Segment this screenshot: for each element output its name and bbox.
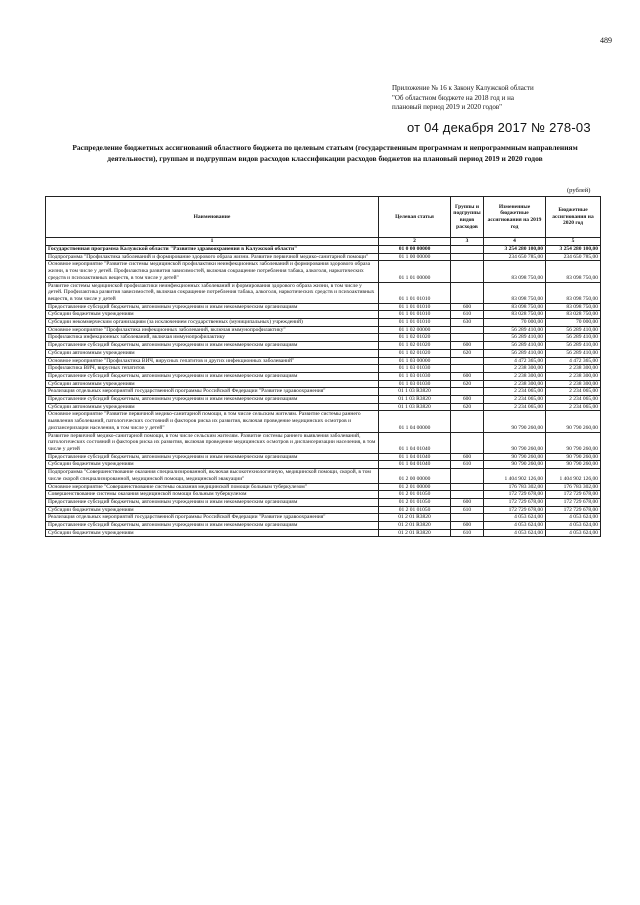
row-group — [451, 491, 484, 499]
row-name: Предоставление субсидий бюджетным, автономным учреждениям и иным некоммерческим организациям — [46, 342, 379, 350]
row-amount-2020: 83 098 750,00 — [546, 261, 601, 282]
row-code: 01 1 03 R3820 — [379, 388, 451, 396]
row-amount-2019: 56 289 410,00 — [484, 342, 546, 350]
table-body — [46, 246, 601, 537]
appendix-line: "Об областном бюджете на 2018 год и на — [392, 93, 514, 102]
row-name: Субсидии автономным учреждениям — [46, 403, 379, 411]
row-amount-2020: 70 000,00 — [546, 319, 601, 327]
header-2020: Бюджетные ассигнования на 2020 год — [546, 197, 601, 238]
row-group — [451, 469, 484, 483]
row-code: 01 1 04 01040 — [379, 453, 451, 461]
row-amount-2019: 2 234 065,00 — [484, 403, 546, 411]
row-code: 01 0 00 00000 — [379, 246, 451, 254]
table-row — [46, 311, 601, 319]
row-amount-2020: 90 790 260,00 — [546, 453, 601, 461]
table-row — [46, 403, 601, 411]
row-name: Предоставление субсидий бюджетным, автономным учреждениям и иным некоммерческим организациям — [46, 372, 379, 380]
index-cell: 2 — [379, 238, 451, 246]
row-group: 600 — [451, 453, 484, 461]
row-code: 01 1 02 01020 — [379, 349, 451, 357]
row-code: 01 1 03 01030 — [379, 365, 451, 373]
appendix-line: Приложение № 16 к Закону Калужской области — [392, 84, 534, 92]
appendix-line: плановый период 2019 и 2020 годов" — [392, 103, 503, 111]
appendix-header — [392, 84, 612, 113]
row-amount-2020: 56 289 410,00 — [546, 342, 601, 350]
row-group: 600 — [451, 396, 484, 404]
row-name: Предоставление субсидий бюджетным, автономным учреждениям и иным некоммерческим организациям — [46, 396, 379, 404]
table-row — [46, 498, 601, 506]
row-amount-2019: 1 404 902 126,00 — [484, 469, 546, 483]
row-amount-2019: 83 028 750,00 — [484, 311, 546, 319]
row-amount-2019: 4 053 624,00 — [484, 522, 546, 530]
row-code: 01 1 03 R3820 — [379, 396, 451, 404]
row-amount-2019: 56 289 410,00 — [484, 334, 546, 342]
row-amount-2019: 4 053 624,00 — [484, 514, 546, 522]
table-row — [46, 282, 601, 303]
row-amount-2019: 2 238 300,00 — [484, 365, 546, 373]
table-row — [46, 261, 601, 282]
row-name: Профилактика инфекционных заболеваний, включая иммунопрофилактику — [46, 334, 379, 342]
row-code: 01 1 04 01040 — [379, 432, 451, 453]
row-name: Профилактика ВИЧ, вирусных гепатитов — [46, 365, 379, 373]
row-group: 620 — [451, 403, 484, 411]
row-amount-2020: 2 234 065,00 — [546, 403, 601, 411]
row-group: 600 — [451, 342, 484, 350]
row-amount-2019: 172 729 678,00 — [484, 498, 546, 506]
row-name: Субсидии бюджетным учреждениям — [46, 506, 379, 514]
table-row — [46, 529, 601, 537]
row-code: 01 2 01 R3820 — [379, 529, 451, 537]
table-row — [46, 303, 601, 311]
row-name: Развитие первичной медико-санитарной помощи, в том числе сельским жителям. Развитие системы раннего выявления заболеваний, патологических состояний и факторов риска их развития, включая проведение медицинских осмотров и диспансеризации населения, в том числе у детей — [46, 432, 379, 453]
row-group — [451, 357, 484, 365]
row-amount-2020: 90 790 260,00 — [546, 432, 601, 453]
row-group: 620 — [451, 349, 484, 357]
row-amount-2020: 4 053 624,00 — [546, 529, 601, 537]
row-amount-2020: 90 790 260,00 — [546, 411, 601, 432]
row-amount-2020: 4 053 624,00 — [546, 514, 601, 522]
row-amount-2019: 90 790 260,00 — [484, 432, 546, 453]
row-name: Субсидии бюджетным учреждениям — [46, 311, 379, 319]
table-row — [46, 491, 601, 499]
row-name: Предоставление субсидий бюджетным, автономным учреждениям и иным некоммерческим организациям — [46, 522, 379, 530]
table-row — [46, 357, 601, 365]
table-row — [46, 522, 601, 530]
row-code: 01 2 00 00000 — [379, 469, 451, 483]
row-amount-2019: 2 234 065,00 — [484, 396, 546, 404]
row-amount-2019: 90 790 260,00 — [484, 461, 546, 469]
row-name: Основное мероприятие "Совершенствование системы оказания медицинской помощи больным туберкулезом" — [46, 483, 379, 491]
header-name: Наименование — [46, 197, 379, 238]
row-amount-2020: 234 650 785,00 — [546, 253, 601, 261]
row-amount-2019: 2 234 065,00 — [484, 388, 546, 396]
row-amount-2020: 4 472 365,00 — [546, 357, 601, 365]
table-row — [46, 334, 601, 342]
row-amount-2019: 83 098 750,00 — [484, 261, 546, 282]
row-name: Развитие системы медицинской профилактики неинфекционных заболеваний и формирования здорового образа жизни, в том числе у детей. Профилактика развития зависимостей, включая сокращение потребления табака, алкоголя, наркотических средств и психоактивных веществ, в том числе у детей — [46, 282, 379, 303]
row-amount-2019: 56 289 410,00 — [484, 326, 546, 334]
row-code: 01 1 01 01010 — [379, 311, 451, 319]
header-2019: Измененные бюджетные ассигнования на 2019 год — [484, 197, 546, 238]
row-amount-2019: 83 098 750,00 — [484, 303, 546, 311]
row-amount-2019: 176 783 302,00 — [484, 483, 546, 491]
row-name: Субсидии автономным учреждениям — [46, 349, 379, 357]
row-amount-2019: 2 238 300,00 — [484, 372, 546, 380]
row-amount-2019: 172 729 678,00 — [484, 506, 546, 514]
row-amount-2020: 2 234 065,00 — [546, 396, 601, 404]
row-group: 630 — [451, 319, 484, 327]
row-group: 620 — [451, 380, 484, 388]
row-amount-2019: 2 238 300,00 — [484, 380, 546, 388]
table-row — [46, 469, 601, 483]
row-name: Подпрограмма "Совершенствование оказания специализированной, включая высокотехнологичную, медицинской помощи, скорой, в том числе скорой специализированной, медицинской помощи, медицинской эвакуации" — [46, 469, 379, 483]
row-amount-2020: 83 098 750,00 — [546, 282, 601, 303]
row-amount-2020: 2 238 300,00 — [546, 380, 601, 388]
index-cell: 5 — [546, 238, 601, 246]
row-amount-2019: 56 289 410,00 — [484, 349, 546, 357]
table-row — [46, 396, 601, 404]
row-name: Предоставление субсидий бюджетным, автономным учреждениям и иным некоммерческим организациям — [46, 498, 379, 506]
header-group: Группы и подгруппы видов расходов — [451, 197, 484, 238]
row-code: 01 1 02 01020 — [379, 342, 451, 350]
row-group: 600 — [451, 303, 484, 311]
row-code: 01 2 01 00000 — [379, 483, 451, 491]
table-row — [46, 380, 601, 388]
index-cell: 1 — [46, 238, 379, 246]
row-amount-2020: 83 028 750,00 — [546, 311, 601, 319]
row-amount-2019: 3 254 280 100,00 — [484, 246, 546, 254]
row-amount-2019: 234 650 785,00 — [484, 253, 546, 261]
table-row — [46, 342, 601, 350]
row-amount-2019: 70 000,00 — [484, 319, 546, 327]
row-code: 01 1 01 01010 — [379, 303, 451, 311]
row-group — [451, 253, 484, 261]
row-code: 01 1 03 00000 — [379, 357, 451, 365]
table-row — [46, 483, 601, 491]
row-name: Подпрограмма "Профилактика заболеваний и формирование здорового образа жизни. Развитие первичной медико-санитарной помощи" — [46, 253, 379, 261]
row-amount-2019: 90 790 260,00 — [484, 453, 546, 461]
row-name: Реализация отдельных мероприятий государственной программы Российской Федерации "Развитие здравоохранения" — [46, 514, 379, 522]
row-amount-2019: 4 053 624,00 — [484, 529, 546, 537]
currency-unit: (рублей) — [567, 187, 591, 194]
table-row — [46, 506, 601, 514]
row-code: 01 2 01 01050 — [379, 491, 451, 499]
table-row — [46, 461, 601, 469]
row-group — [451, 282, 484, 303]
row-code: 01 2 01 R3820 — [379, 514, 451, 522]
table-row — [46, 319, 601, 327]
row-group — [451, 261, 484, 282]
row-code: 01 1 02 01020 — [379, 334, 451, 342]
row-group — [451, 388, 484, 396]
table-row — [46, 365, 601, 373]
row-code: 01 1 03 01030 — [379, 380, 451, 388]
row-amount-2019: 4 472 365,00 — [484, 357, 546, 365]
row-amount-2019: 83 098 750,00 — [484, 282, 546, 303]
table-row — [46, 246, 601, 254]
row-group: 600 — [451, 522, 484, 530]
table-row — [46, 349, 601, 357]
row-code: 01 1 00 00000 — [379, 253, 451, 261]
table-row — [46, 253, 601, 261]
row-group: 600 — [451, 372, 484, 380]
table-row — [46, 432, 601, 453]
row-amount-2020: 56 289 410,00 — [546, 349, 601, 357]
table-row — [46, 514, 601, 522]
row-group: 600 — [451, 498, 484, 506]
row-amount-2019: 90 790 260,00 — [484, 411, 546, 432]
index-cell: 3 — [451, 238, 484, 246]
row-code: 01 2 01 R3820 — [379, 522, 451, 530]
row-name: Основное мероприятие "Развитие первичной медико-санитарной помощи, в том числе сельским жителям. Развитие системы раннего выявления заболеваний, патологических состояний и факторов риска их развития, включая проведение медицинских осмотров и диспансеризации населения, в том числе у детей" — [46, 411, 379, 432]
row-group: 610 — [451, 506, 484, 514]
row-code: 01 1 01 01010 — [379, 319, 451, 327]
row-amount-2020: 90 790 260,00 — [546, 461, 601, 469]
row-group — [451, 432, 484, 453]
row-name: Реализация отдельных мероприятий государственной программы Российской Федерации "Развитие здравоохранения" — [46, 388, 379, 396]
row-name: Основное мероприятие "Развитие системы медицинской профилактики неинфекционных заболеваний и формирования здорового образа жизни, в том числе у детей. Профилактика развития зависимостей, включая сокращение потребления табака, алкоголя, наркотических средств и психоактивных веществ, в том числе у детей" — [46, 261, 379, 282]
row-code: 01 1 01 00000 — [379, 261, 451, 282]
row-amount-2020: 3 254 280 100,00 — [546, 246, 601, 254]
document-title: Распределение бюджетных ассигнований областного бюджета по целевым статьям (государственным программам и непрограммным направлениям деятельности), группам и подгруппам видов расходов классификации расходов бюджетов на плановый период 2019 и 2020 годов — [72, 143, 578, 163]
header-code: Целевая статья — [379, 197, 451, 238]
page-number: 489 — [600, 36, 612, 45]
row-name: Предоставление субсидий бюджетным, автономным учреждениям и иным некоммерческим организациям — [46, 303, 379, 311]
row-code: 01 2 01 01050 — [379, 498, 451, 506]
row-amount-2020: 2 234 065,00 — [546, 388, 601, 396]
row-amount-2020: 56 289 410,00 — [546, 326, 601, 334]
row-group — [451, 514, 484, 522]
row-code: 01 2 01 01050 — [379, 506, 451, 514]
row-name: Предоставление субсидий бюджетным, автономным учреждениям и иным некоммерческим организациям — [46, 453, 379, 461]
row-group — [451, 483, 484, 491]
row-code: 01 1 01 01010 — [379, 282, 451, 303]
table-row — [46, 388, 601, 396]
row-group: 610 — [451, 529, 484, 537]
row-name: Субсидии бюджетным учреждениям — [46, 461, 379, 469]
row-code: 01 1 02 00000 — [379, 326, 451, 334]
table-header-row — [46, 197, 601, 238]
row-name: Основное мероприятие "Профилактика инфекционных заболеваний, включая иммунопрофилактику" — [46, 326, 379, 334]
row-amount-2020: 56 289 410,00 — [546, 334, 601, 342]
table-row — [46, 326, 601, 334]
row-amount-2020: 2 238 300,00 — [546, 365, 601, 373]
index-cell: 4 — [484, 238, 546, 246]
row-group — [451, 365, 484, 373]
row-group — [451, 411, 484, 432]
row-name: Субсидии автономным учреждениям — [46, 380, 379, 388]
column-index-row — [46, 238, 601, 246]
row-amount-2020: 4 053 624,00 — [546, 522, 601, 530]
row-name: Субсидии некоммерческим организациям (за исключением государственных (муниципальных) учреждений) — [46, 319, 379, 327]
row-name: Государственная программа Калужской области "Развитие здравоохранения в Калужской области" — [46, 246, 379, 254]
row-group — [451, 326, 484, 334]
row-amount-2020: 172 729 678,00 — [546, 498, 601, 506]
row-name: Основное мероприятие "Профилактика ВИЧ, вирусных гепатитов и других инфекционных заболеваний" — [46, 357, 379, 365]
row-code: 01 1 03 R3820 — [379, 403, 451, 411]
row-name: Субсидии бюджетным учреждениям — [46, 529, 379, 537]
row-amount-2020: 2 238 300,00 — [546, 372, 601, 380]
row-amount-2020: 172 729 678,00 — [546, 491, 601, 499]
row-amount-2020: 176 783 302,00 — [546, 483, 601, 491]
row-group — [451, 246, 484, 254]
table-row — [46, 411, 601, 432]
date-stamp: от 04 декабря 2017 № 278-03 — [407, 120, 591, 135]
row-amount-2020: 83 098 750,00 — [546, 303, 601, 311]
row-group: 610 — [451, 311, 484, 319]
row-code: 01 1 03 01030 — [379, 372, 451, 380]
row-name: Совершенствование системы оказания медицинской помощи больным туберкулезом — [46, 491, 379, 499]
row-code: 01 1 04 00000 — [379, 411, 451, 432]
row-group — [451, 334, 484, 342]
row-amount-2019: 172 729 678,00 — [484, 491, 546, 499]
row-amount-2020: 172 729 678,00 — [546, 506, 601, 514]
budget-table — [45, 196, 601, 537]
row-amount-2020: 1 404 902 126,00 — [546, 469, 601, 483]
row-code: 01 1 04 01040 — [379, 461, 451, 469]
table-row — [46, 453, 601, 461]
row-group: 610 — [451, 461, 484, 469]
table-row — [46, 372, 601, 380]
